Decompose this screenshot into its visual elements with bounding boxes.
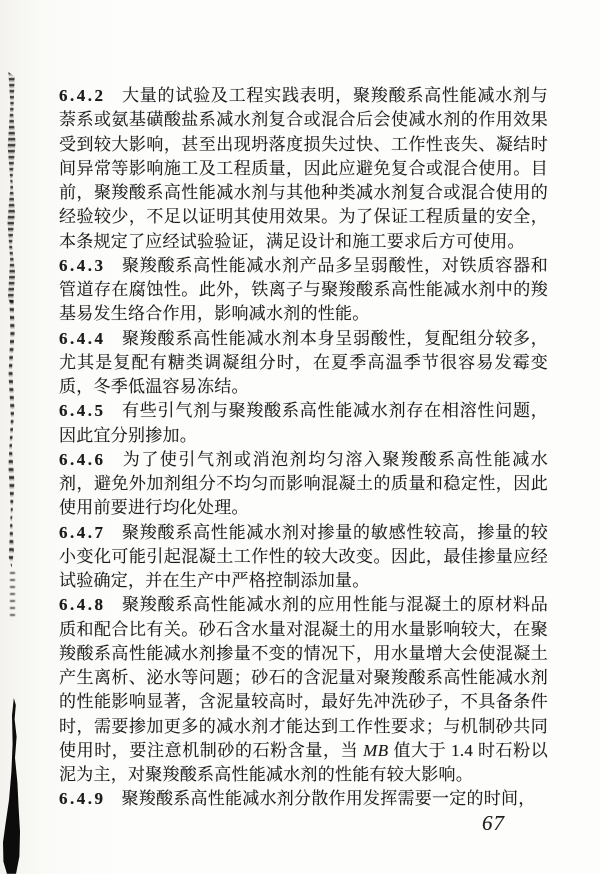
clause-paragraph (59, 327, 548, 400)
clause-text: 大量的试验及工程实践表明，聚羧酸系高性能减水剂与萘系或氨基磺酸盐系减水剂复合或混合后会使减水剂的作用效果受到较大影响，甚至出现坍落度损失过快、工作性丧失、凝结时间异常等影响施工及工程质量，因此应避免复合或混合使用。目前，聚羧酸系高性能减水剂与其他种类减水剂复合或混合使用的经验较少，不足以证明其使用效果。为了保证工程质量的安全，本条规定了应经试验验证，满足设计和施工要求后方可使用。 (59, 86, 548, 251)
clause-text: 聚羧酸系高性能减水剂对掺量的敏感性较高，掺量的较小变化可能引起混凝土工作性的较大改变。因此，最佳掺量应经试验确定，并在生产中严格控制添加量。 (59, 522, 548, 590)
clause-text: 聚羧酸系高性能减水剂的应用性能与混凝土的原材料品质和配合比有关。砂石含水量对混凝土的用水量影响较大，在聚羧酸系高性能减水剂掺量不变的情况下，用水量增大会使混凝土产生离析、泌水等问题；砂石的含泥量对聚羧酸系高性能减水剂的性能影响显著，含泥量较高时，最好先冲洗砂子，不具备条件时，需要掺加更多的减水剂才能达到工作性要求；与机制砂共同使用时，要注意机制砂的石粉含量，当 (59, 595, 548, 760)
page-number: 67 (482, 811, 505, 835)
clause-paragraph (59, 84, 548, 254)
clause-paragraph (59, 593, 548, 787)
clause-number: 6.4.4 (59, 328, 106, 348)
clause-text: 值大于 1.4 时石粉以泥为主，对聚羧酸系高性能减水剂的性能有较大影响。 (59, 740, 549, 784)
clause-paragraph (59, 521, 548, 594)
clause-number: 6.4.9 (59, 789, 106, 809)
clause-text: 聚羧酸系高性能减水剂本身呈弱酸性，复配组分较多，尤其是复配有糖类调凝组分时，在夏季高温季节很容易发霉变质，冬季低温容易冻结。 (59, 328, 548, 396)
clause-number: 6.4.2 (59, 86, 106, 105)
clause-number: 6.4.3 (59, 255, 106, 275)
latin-italic-term: MB (363, 740, 389, 760)
clause-paragraph (59, 254, 548, 327)
clause-number: 6.4.6 (59, 449, 106, 469)
clause-paragraph (59, 448, 548, 521)
clause-paragraph (59, 399, 548, 448)
clause-text: 有些引气剂与聚羧酸系高性能减水剂存在相溶性问题，因此宜分别掺加。 (59, 401, 548, 445)
clause-number: 6.4.5 (59, 401, 106, 421)
document-body (59, 84, 548, 812)
clause-number: 6.4.8 (59, 595, 106, 615)
clause-text: 聚羧酸系高性能减水剂产品多呈弱酸性，对铁质容器和管道存在腐蚀性。此外，铁离子与聚羧酸系高性能减水剂中的羧基易发生络合作用，影响减水剂的性能。 (59, 255, 548, 324)
clause-text: 聚羧酸系高性能减水剂分散作用发挥需要一定的时间， (121, 789, 536, 809)
clause-paragraph (59, 787, 548, 811)
clause-number: 6.4.7 (59, 522, 106, 542)
clause-text: 为了使引气剂或消泡剂均匀溶入聚羧酸系高性能减水剂，避免外加剂组分不均匀而影响混凝土的质量和稳定性，因此使用前要进行均化处理。 (59, 449, 548, 518)
